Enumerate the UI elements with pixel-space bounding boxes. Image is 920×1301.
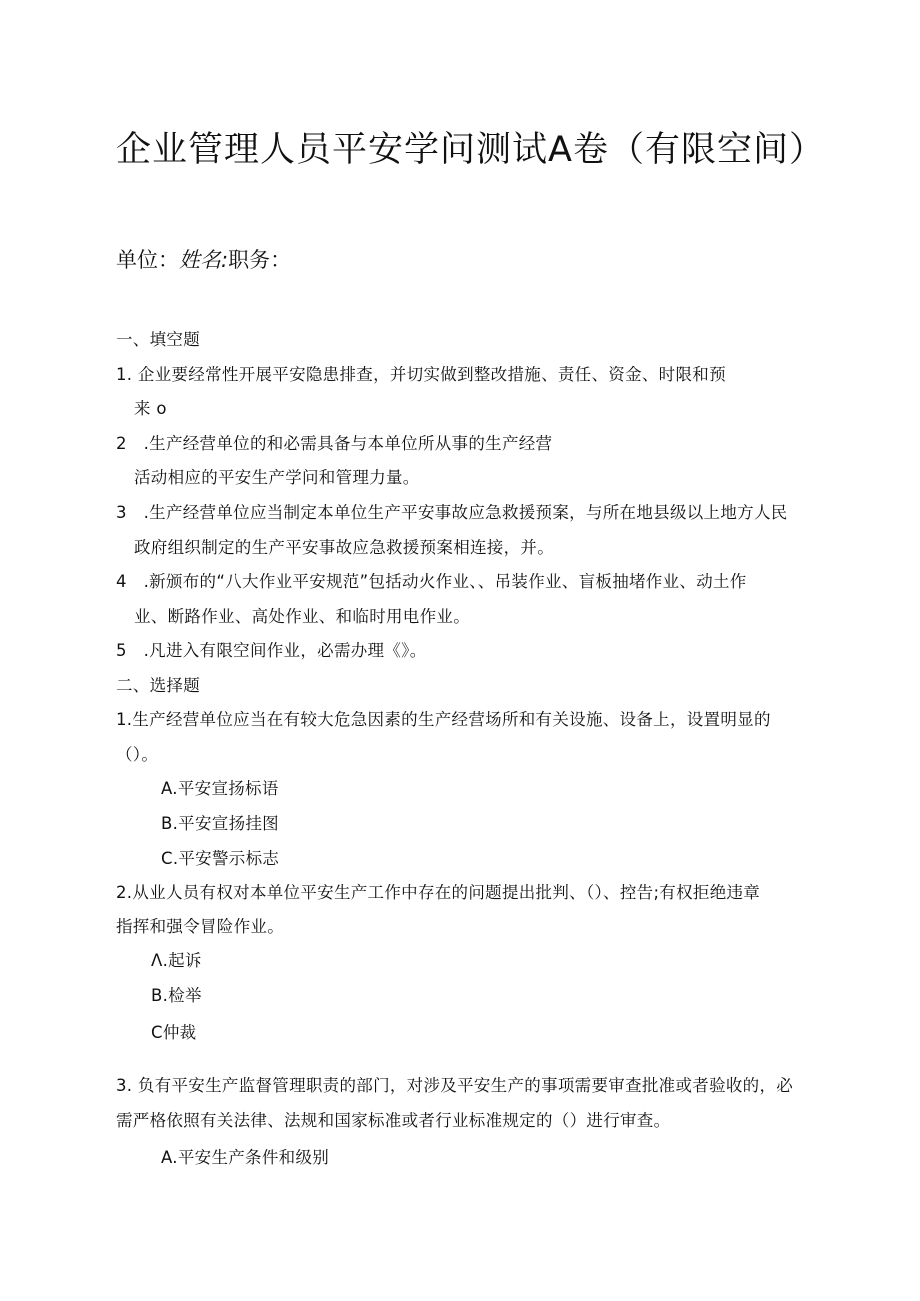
fill-q2-line1: 2 .生产经营单位的和必需具备与本单位所从事的生产经营 [116,434,553,453]
job-label: 职务： [228,248,292,272]
choice-q3-line2: 需严格依照有关法律、法规和国家标准或者行业标准规定的（）进行审查。 [116,1111,671,1130]
choice-q2-option-a: Λ.起诉 [151,951,202,970]
section-heading-choice: 二、选择题 [116,676,200,695]
fill-q2-line2: 活动相应的平安生产学问和管理力量。 [134,468,420,487]
choice-q1-option-a: A.平安宣扬标语 [161,779,279,798]
choice-q1-option-c: C.平安警示标志 [161,849,280,868]
choice-q3-line1: 3. 负有平安生产监督管理职责的部门，对涉及平安生产的事项需要审查批准或者验收的，必 [116,1076,794,1095]
choice-q2-line2: 指挥和强令冒险作业。 [116,917,284,936]
unit-label: 单位： [116,248,179,272]
fill-q1-line2: 来 o [134,399,167,418]
fill-q3-line1: 3 .生产经营单位应当制定本单位生产平安事故应急救援预案，与所在地县级以上地方人民 [116,503,788,522]
choice-q3-option-a: A.平安生产条件和级别 [161,1148,330,1167]
name-label: 姓名: [179,248,229,272]
fill-q1-line1: 1. 企业要经常性开展平安隐患排查，并切实做到整改措施、责任、资金、时限和预 [116,365,726,384]
choice-q2-option-c: C仲裁 [151,1023,197,1042]
choice-q1-line1: 1.生产经营单位应当在有较大危急因素的生产经营场所和有关设施、设备上，设置明显的 [116,710,771,729]
section-heading-fill: 一、填空题 [116,330,200,349]
fill-q5-line1: 5 .凡进入有限空间作业，必需办理《》。 [116,641,427,660]
fill-q3-line2: 政府组织制定的生产平安事故应急救援预案相连接，并。 [134,538,554,557]
fill-q4-line1: 4 .新颁布的“八大作业平安规范”包括动火作业、、吊装作业、盲板抽堵作业、动土作 [116,572,747,591]
fill-q4-line2: 业、断路作业、高处作业、和临时用电作业。 [134,607,470,626]
choice-q1-line2: （）。 [116,745,159,764]
choice-q2-line1: 2.从业人员有权对本单位平安生产工作中存在的问题提出批判、（）、控告;有权拒绝违章 [116,883,761,902]
choice-q2-option-b: B.检举 [151,986,202,1005]
info-line [116,244,291,274]
choice-q1-option-b: B.平安宣扬挂图 [161,814,279,833]
page-title: 企业管理人员平安学问测试A卷（有限空间） [116,130,825,170]
